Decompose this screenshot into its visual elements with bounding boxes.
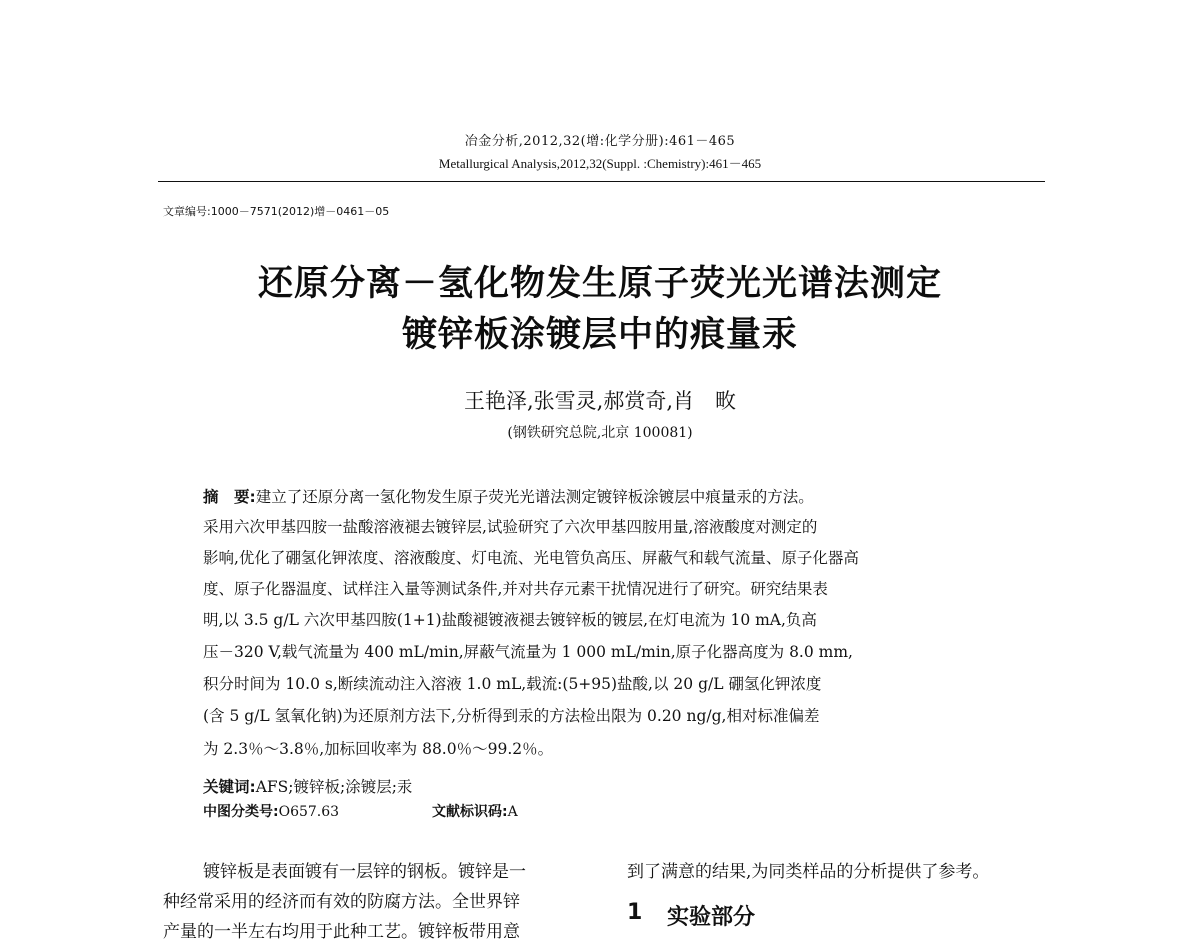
section-title: 实验部分 [667,905,756,930]
abstract-line: 为 2.3％～3.8％,加标回收率为 88.0％～99.2％。 [203,740,554,758]
classification-label: 中图分类号: [203,804,279,820]
affiliation: (钢铁研究总院,北京 100081) [507,425,693,441]
abstract-line: 积分时间为 10.0 s,断续流动注入溶液 1.0 mL,载流:(5+95)盐酸,以 20 g/L 硼氢化钾浓度 [203,675,822,693]
document-code [432,801,518,821]
abstract-line: 压－320 V,载气流量为 400 mL/min,屏蔽气流量为 1 000 mL/min,原子化器高度为 8.0 mm, [203,643,853,661]
keywords-value: AFS;镀锌板;涂镀层;汞 [255,778,413,796]
journal-citation-en: Metallurgical Analysis,2012,32(Suppl. :Chemistry):461－465 [438,156,762,171]
body-right-line: 到了满意的结果,为同类样品的分析提供了参考。 [627,862,990,882]
abstract-line: 明,以 3.5 g/L 六次甲基四胺(1+1)盐酸褪镀液褪去镀锌板的镀层,在灯电流为 10 mA,负高 [203,611,817,629]
document-code-value: A [507,804,518,820]
journal-citation-cn: 冶金分析,2012,32(增:化学分册):461－465 [464,134,736,149]
abstract-line-text: 建立了还原分离一氢化物发生原子荧光光谱法测定镀锌板涂镀层中痕量汞的方法。 [255,488,814,506]
author-list: 王艳泽,张雪灵,郝赏奇,肖 畋 [463,389,737,413]
abstract-line [203,485,1013,507]
body-left-line: 种经常采用的经济而有效的防腐方法。全世界锌 [163,892,520,912]
document-code-label: 文献标识码: [432,804,508,820]
header-rule [158,181,1045,182]
keywords-label: 关键词: [203,778,256,796]
classification-number [203,801,339,821]
body-left-line: 产量的一半左右均用于此种工艺。镀锌板带用意 [163,922,520,942]
abstract-line: (含 5 g/L 氢氧化钠)为还原剂方法下,分析得到汞的方法检出限为 0.20 ng/g,相对标准偏差 [203,707,820,725]
article-number: 文章编号:1000－7571(2012)增－0461－05 [163,205,390,218]
keywords [203,775,412,797]
abstract-line: 采用六次甲基四胺一盐酸溶液褪去镀锌层,试验研究了六次甲基四胺用量,溶液酸度对测定的 [203,518,818,536]
section-number: 1 [627,900,643,925]
abstract-line: 度、原子化器温度、试样注入量等测试条件,并对共存元素干扰情况进行了研究。研究结果表 [203,580,828,598]
paper-title-line-1: 还原分离－氢化物发生原子荧光光谱法测定 [257,264,942,304]
body-left-line: 镀锌板是表面镀有一层锌的钢板。镀锌是一 [203,862,526,882]
abstract-label: 摘 要: [203,488,256,506]
abstract-line: 影响,优化了硼氢化钾浓度、溶液酸度、灯电流、光电管负高压、屏蔽气和载气流量、原子化器高 [203,549,859,567]
paper-title-line-2: 镀锌板涂镀层中的痕量汞 [401,315,798,355]
classification-value: O657.63 [278,804,340,820]
